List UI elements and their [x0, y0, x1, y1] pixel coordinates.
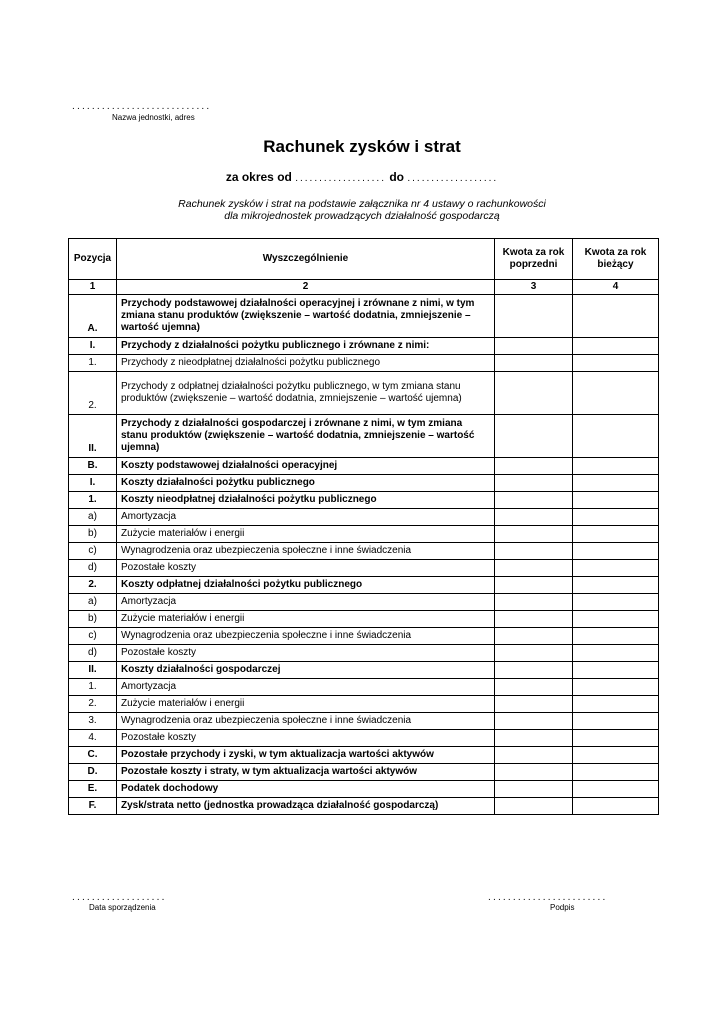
row-description: Amortyzacja — [117, 594, 495, 611]
amount-previous-year-cell[interactable] — [495, 645, 573, 662]
period-from-dots: ................... — [295, 173, 386, 184]
table-row — [69, 679, 659, 696]
table-row — [69, 781, 659, 798]
table-row — [69, 645, 659, 662]
period-to-dots: ................... — [407, 173, 499, 184]
amount-previous-year-cell[interactable] — [495, 492, 573, 509]
table-row — [69, 560, 659, 577]
col-number: 2 — [117, 280, 495, 295]
row-position: 3. — [69, 713, 117, 730]
row-position: 4. — [69, 730, 117, 747]
table-row — [69, 492, 659, 509]
row-description: Pozostałe koszty — [117, 730, 495, 747]
amount-current-year-cell[interactable] — [573, 509, 659, 526]
amount-previous-year-cell[interactable] — [495, 295, 573, 338]
amount-current-year-cell[interactable] — [573, 372, 659, 415]
amount-current-year-cell[interactable] — [573, 526, 659, 543]
table-header-row — [69, 239, 659, 280]
row-position: I. — [69, 338, 117, 355]
amount-current-year-cell[interactable] — [573, 747, 659, 764]
amount-current-year-cell[interactable] — [573, 730, 659, 747]
amount-previous-year-cell[interactable] — [495, 415, 573, 458]
amount-current-year-cell[interactable] — [573, 458, 659, 475]
amount-previous-year-cell[interactable] — [495, 526, 573, 543]
row-description: Wynagrodzenia oraz ubezpieczenia społeczne i inne świadczenia — [117, 628, 495, 645]
table-row — [69, 662, 659, 679]
row-position: II. — [69, 662, 117, 679]
row-description: Przychody z działalności pożytku publicznego i zrównane z nimi: — [117, 338, 495, 355]
row-description: Przychody z działalności gospodarczej i zrównane z nimi, w tym zmiana stanu produktów (zwiększenie – wartość dodatnia, zmniejszenie – wartość ujemna) — [117, 415, 495, 458]
amount-current-year-cell[interactable] — [573, 355, 659, 372]
table-row — [69, 764, 659, 781]
amount-current-year-cell[interactable] — [573, 645, 659, 662]
table-row — [69, 415, 659, 458]
amount-current-year-cell[interactable] — [573, 611, 659, 628]
row-position: 1. — [69, 355, 117, 372]
row-position: b) — [69, 526, 117, 543]
table-row — [69, 730, 659, 747]
amount-current-year-cell[interactable] — [573, 781, 659, 798]
column-number-row — [69, 280, 659, 295]
amount-current-year-cell[interactable] — [573, 713, 659, 730]
row-description: Koszty odpłatnej działalności pożytku publicznego — [117, 577, 495, 594]
table-row — [69, 577, 659, 594]
amount-previous-year-cell[interactable] — [495, 509, 573, 526]
row-description: Pozostałe koszty i straty, w tym aktualizacja wartości aktywów — [117, 764, 495, 781]
amount-previous-year-cell[interactable] — [495, 611, 573, 628]
amount-previous-year-cell[interactable] — [495, 628, 573, 645]
row-description: Koszty działalności gospodarczej — [117, 662, 495, 679]
amount-current-year-cell[interactable] — [573, 295, 659, 338]
row-description: Zużycie materiałów i energii — [117, 611, 495, 628]
table-row — [69, 295, 659, 338]
amount-current-year-cell[interactable] — [573, 560, 659, 577]
table-row — [69, 509, 659, 526]
row-position: 2. — [69, 577, 117, 594]
table-row — [69, 526, 659, 543]
amount-current-year-cell[interactable] — [573, 415, 659, 458]
row-description: Koszty działalności pożytku publicznego — [117, 475, 495, 492]
amount-previous-year-cell[interactable] — [495, 662, 573, 679]
table-row — [69, 355, 659, 372]
amount-previous-year-cell[interactable] — [495, 730, 573, 747]
row-description: Wynagrodzenia oraz ubezpieczenia społeczne i inne świadczenia — [117, 713, 495, 730]
amount-current-year-cell[interactable] — [573, 475, 659, 492]
page-title: Rachunek zysków i strat — [263, 137, 461, 156]
amount-previous-year-cell[interactable] — [495, 475, 573, 492]
row-description: Pozostałe koszty — [117, 560, 495, 577]
col-number: 3 — [495, 280, 573, 295]
row-description: Pozostałe przychody i zyski, w tym aktualizacja wartości aktywów — [117, 747, 495, 764]
row-position: 2. — [69, 372, 117, 415]
header-pozycja: Pozycja — [69, 239, 117, 280]
row-position: B. — [69, 458, 117, 475]
row-position: II. — [69, 415, 117, 458]
col-number: 4 — [573, 280, 659, 295]
row-position: b) — [69, 611, 117, 628]
row-position: a) — [69, 594, 117, 611]
table-row — [69, 594, 659, 611]
period-to-label: do — [389, 170, 405, 184]
amount-current-year-cell[interactable] — [573, 764, 659, 781]
row-description: Przychody podstawowej działalności operacyjnej i zrównane z nimi, w tym zmiana stanu produktów (zwiększenie – wartość dodatnia, zmniejszenie – wartość ujemna) — [117, 295, 495, 338]
amount-previous-year-cell[interactable] — [495, 764, 573, 781]
subtitle — [0, 198, 724, 222]
row-position: a) — [69, 509, 117, 526]
signature-label: Podpis — [550, 903, 575, 912]
table-row — [69, 713, 659, 730]
row-position: d) — [69, 560, 117, 577]
row-position: A. — [69, 295, 117, 338]
row-position: c) — [69, 543, 117, 560]
row-description: Podatek dochodowy — [117, 781, 495, 798]
amount-previous-year-cell[interactable] — [495, 713, 573, 730]
row-position: C. — [69, 747, 117, 764]
amount-previous-year-cell[interactable] — [495, 679, 573, 696]
amount-previous-year-cell[interactable] — [495, 338, 573, 355]
row-description: Koszty nieodpłatnej działalności pożytku publicznego — [117, 492, 495, 509]
amount-current-year-cell[interactable] — [573, 492, 659, 509]
row-description: Wynagrodzenia oraz ubezpieczenia społeczne i inne świadczenia — [117, 543, 495, 560]
subtitle-line-1: Rachunek zysków i strat na podstawie załącznika nr 4 ustawy o rachunkowości — [178, 198, 546, 210]
table-row — [69, 475, 659, 492]
amount-previous-year-cell[interactable] — [495, 458, 573, 475]
row-description: Koszty podstawowej działalności operacyjnej — [117, 458, 495, 475]
amount-current-year-cell[interactable] — [573, 798, 659, 815]
amount-current-year-cell[interactable] — [573, 662, 659, 679]
row-position: 1. — [69, 679, 117, 696]
row-position: F. — [69, 798, 117, 815]
subtitle-line-2: dla mikrojednostek prowadzących działalność gospodarczą — [224, 210, 500, 222]
row-description: Zysk/strata netto (jednostka prowadząca działalność gospodarczą) — [117, 798, 495, 815]
amount-previous-year-cell[interactable] — [495, 781, 573, 798]
table-row — [69, 628, 659, 645]
row-description: Pozostałe koszty — [117, 645, 495, 662]
row-description: Amortyzacja — [117, 509, 495, 526]
row-position: 1. — [69, 492, 117, 509]
unit-name-dots: ............................ — [72, 101, 212, 112]
amount-previous-year-cell[interactable] — [495, 798, 573, 815]
row-position: d) — [69, 645, 117, 662]
row-position: E. — [69, 781, 117, 798]
period-line — [0, 170, 724, 184]
header-kwota-poprzedni: Kwota za rok poprzedni — [495, 239, 573, 280]
header-kwota-biezacy: Kwota za rok bieżący — [573, 239, 659, 280]
table-row — [69, 798, 659, 815]
amount-current-year-cell[interactable] — [573, 338, 659, 355]
period-from-label: za okres od — [225, 170, 292, 184]
header-wyszczegolnienie: Wyszczególnienie — [117, 239, 495, 280]
table-row — [69, 696, 659, 713]
amount-current-year-cell[interactable] — [573, 628, 659, 645]
signature-dots: ........................ — [488, 892, 608, 903]
col-number: 1 — [69, 280, 117, 295]
amount-current-year-cell[interactable] — [573, 577, 659, 594]
amount-previous-year-cell[interactable] — [495, 355, 573, 372]
table-row — [69, 372, 659, 415]
amount-previous-year-cell[interactable] — [495, 747, 573, 764]
row-description: Przychody z nieodpłatnej działalności pożytku publicznego — [117, 355, 495, 372]
amount-current-year-cell[interactable] — [573, 594, 659, 611]
amount-previous-year-cell[interactable] — [495, 594, 573, 611]
table-row — [69, 458, 659, 475]
row-description: Przychody z odpłatnej działalności pożytku publicznego, w tym zmiana stanu produktów (zwiększenie – wartość dodatnia, zmniejszenie – wartość ujemna) — [117, 372, 495, 415]
table-row — [69, 543, 659, 560]
table-row — [69, 611, 659, 628]
amount-current-year-cell[interactable] — [573, 543, 659, 560]
row-position: I. — [69, 475, 117, 492]
table-row — [69, 747, 659, 764]
amount-previous-year-cell[interactable] — [495, 372, 573, 415]
date-label: Data sporządzenia — [89, 903, 156, 912]
row-position: 2. — [69, 696, 117, 713]
amount-previous-year-cell[interactable] — [495, 696, 573, 713]
row-description: Amortyzacja — [117, 679, 495, 696]
amount-previous-year-cell[interactable] — [495, 560, 573, 577]
row-description: Zużycie materiałów i energii — [117, 696, 495, 713]
row-position: D. — [69, 764, 117, 781]
row-description: Zużycie materiałów i energii — [117, 526, 495, 543]
row-position: c) — [69, 628, 117, 645]
amount-current-year-cell[interactable] — [573, 679, 659, 696]
amount-current-year-cell[interactable] — [573, 696, 659, 713]
unit-name-label: Nazwa jednostki, adres — [112, 113, 195, 122]
date-dots: ................... — [72, 892, 167, 903]
table-row — [69, 338, 659, 355]
income-statement-table — [68, 238, 659, 815]
amount-previous-year-cell[interactable] — [495, 577, 573, 594]
amount-previous-year-cell[interactable] — [495, 543, 573, 560]
